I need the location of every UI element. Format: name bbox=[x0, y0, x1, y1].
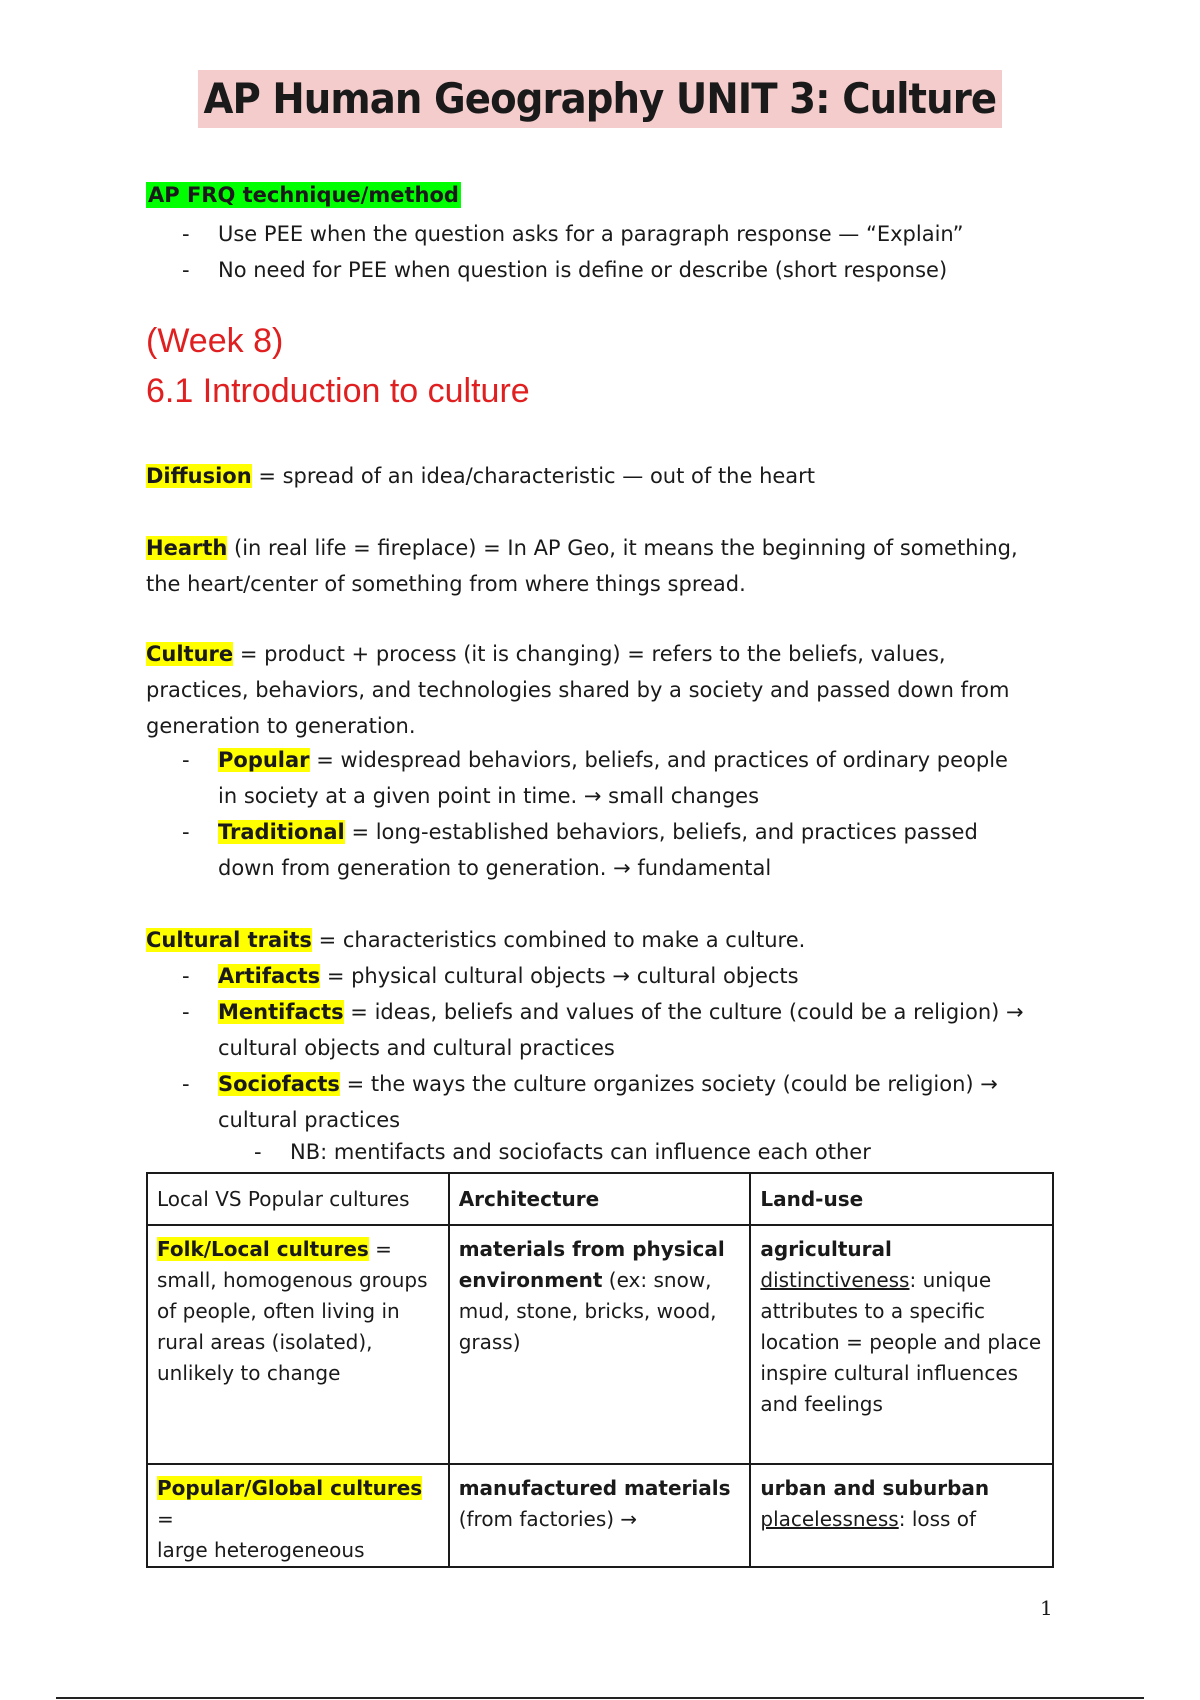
week-heading: (Week 8) bbox=[146, 322, 284, 360]
table-cell bbox=[147, 1464, 449, 1567]
term: Mentifacts bbox=[218, 1000, 344, 1024]
cell-text: : loss of bbox=[898, 1507, 977, 1531]
term: Traditional bbox=[218, 820, 345, 844]
table-header-row bbox=[147, 1173, 1053, 1225]
table-cell bbox=[750, 1225, 1053, 1464]
cell-text: (ex: snow, mud, stone, bricks, wood, grass) bbox=[458, 1268, 717, 1354]
document-title: AP Human Geography UNIT 3: Culture bbox=[198, 70, 1002, 128]
list-item: - Traditional = long-established behaviors, beliefs, and practices passed down from generation to generation. → fundamental bbox=[182, 820, 978, 880]
definition-text: = product + process (it is changing) = refers to the beliefs, values, practices, behaviors, and technologies shared by a society and passed down from generation to generation. bbox=[146, 642, 1010, 738]
cell-bold-text: materials from physical environment bbox=[458, 1237, 725, 1292]
nb-list bbox=[254, 1134, 1050, 1170]
table-header-cell bbox=[147, 1173, 449, 1225]
definition-text: = widespread behaviors, beliefs, and practices of ordinary people in society at a given point in time. → small changes bbox=[218, 748, 1008, 808]
list-item: - Mentifacts = ideas, beliefs and values of the culture (could be a religion) → cultural objects and cultural practices bbox=[182, 1000, 1024, 1060]
cell-bold-text: agricultural bbox=[760, 1237, 892, 1261]
term: Popular bbox=[218, 748, 310, 772]
cultural-traits-definition bbox=[146, 922, 1046, 958]
page-number: 1 bbox=[1040, 1596, 1053, 1620]
cell-bold-text: manufactured materials bbox=[458, 1476, 731, 1500]
cell-bold-text: urban and suburban bbox=[760, 1476, 990, 1500]
note-text: NB: mentifacts and sociofacts can influence each other bbox=[290, 1140, 871, 1164]
hearth-definition bbox=[146, 530, 1046, 602]
list-item: - Artifacts = physical cultural objects → cultural objects bbox=[182, 964, 799, 988]
traits-list bbox=[182, 958, 1028, 1138]
frq-bullet-text: No need for PEE when question is define or describe (short response) bbox=[218, 258, 948, 282]
culture-comparison-table bbox=[146, 1172, 1054, 1568]
list-item: - NB: mentifacts and sociofacts can influence each other bbox=[254, 1140, 871, 1164]
frq-list bbox=[182, 216, 1118, 288]
definition-text: = ideas, beliefs and values of the culture (could be a religion) → cultural objects and cultural practices bbox=[218, 1000, 1024, 1060]
table-cell bbox=[147, 1225, 449, 1464]
term: Hearth bbox=[146, 536, 228, 560]
underlined-term: placelessness bbox=[760, 1507, 899, 1531]
term: Artifacts bbox=[218, 964, 321, 988]
cell-text: : unique attributes to a specific location = people and place inspire cultural influences and feelings bbox=[760, 1268, 1042, 1416]
header-text: Architecture bbox=[458, 1187, 600, 1211]
term: Popular/Global cultures bbox=[157, 1476, 423, 1500]
term: Folk/Local cultures bbox=[157, 1237, 369, 1261]
page-bottom-rule bbox=[56, 1697, 1144, 1699]
list-item: - Use PEE when the question asks for a paragraph response — “Explain” bbox=[182, 222, 964, 246]
table-header-cell bbox=[750, 1173, 1053, 1225]
header-text: Land-use bbox=[760, 1187, 864, 1211]
definition-text: = spread of an idea/characteristic — out of the heart bbox=[251, 464, 816, 488]
definition-text: (in real life = fireplace) = In AP Geo, it means the beginning of something, the heart/center of something from where things spread. bbox=[146, 536, 1018, 596]
section-heading: 6.1 Introduction to culture bbox=[146, 372, 530, 410]
title-container bbox=[0, 70, 1200, 128]
cell-text: large heterogeneous bbox=[157, 1538, 365, 1562]
term: Culture bbox=[146, 642, 234, 666]
term: Sociofacts bbox=[218, 1072, 340, 1096]
diffusion-definition bbox=[146, 458, 1046, 494]
culture-types-list bbox=[182, 742, 1028, 886]
list-item: - Sociofacts = the ways the culture organizes society (could be religion) → cultural practices bbox=[182, 1072, 998, 1132]
frq-heading: AP FRQ technique/method bbox=[148, 183, 459, 207]
header-text: Local VS Popular cultures bbox=[157, 1187, 410, 1211]
list-item: - Popular = widespread behaviors, beliefs, and practices of ordinary people in society at a given point in time. → small changes bbox=[182, 748, 1008, 808]
table-cell bbox=[449, 1225, 751, 1464]
underlined-term: distinctiveness bbox=[760, 1268, 910, 1292]
list-item: - No need for PEE when question is define or describe (short response) bbox=[182, 258, 948, 282]
table-row bbox=[147, 1464, 1053, 1567]
cell-text: (from factories) → bbox=[458, 1507, 638, 1531]
term: Diffusion bbox=[146, 464, 252, 488]
term-suffix: = bbox=[368, 1237, 392, 1261]
cell-text: small, homogenous groups of people, often living in rural areas (isolated), unlikely to change bbox=[157, 1268, 428, 1385]
definition-text: = the ways the culture organizes society (could be religion) → cultural practices bbox=[218, 1072, 998, 1132]
definition-text: = long-established behaviors, beliefs, and practices passed down from generation to generation. → fundamental bbox=[218, 820, 978, 880]
table-cell bbox=[449, 1464, 751, 1567]
table-row bbox=[147, 1225, 1053, 1464]
term-suffix: = bbox=[157, 1507, 174, 1531]
culture-definition bbox=[146, 636, 1046, 744]
definition-text: = physical cultural objects → cultural objects bbox=[320, 964, 799, 988]
table-header-cell bbox=[449, 1173, 751, 1225]
term: Cultural traits bbox=[146, 928, 312, 952]
frq-bullet-text: Use PEE when the question asks for a paragraph response — “Explain” bbox=[218, 222, 964, 246]
definition-text: = characteristics combined to make a culture. bbox=[311, 928, 806, 952]
table-cell bbox=[750, 1464, 1053, 1567]
